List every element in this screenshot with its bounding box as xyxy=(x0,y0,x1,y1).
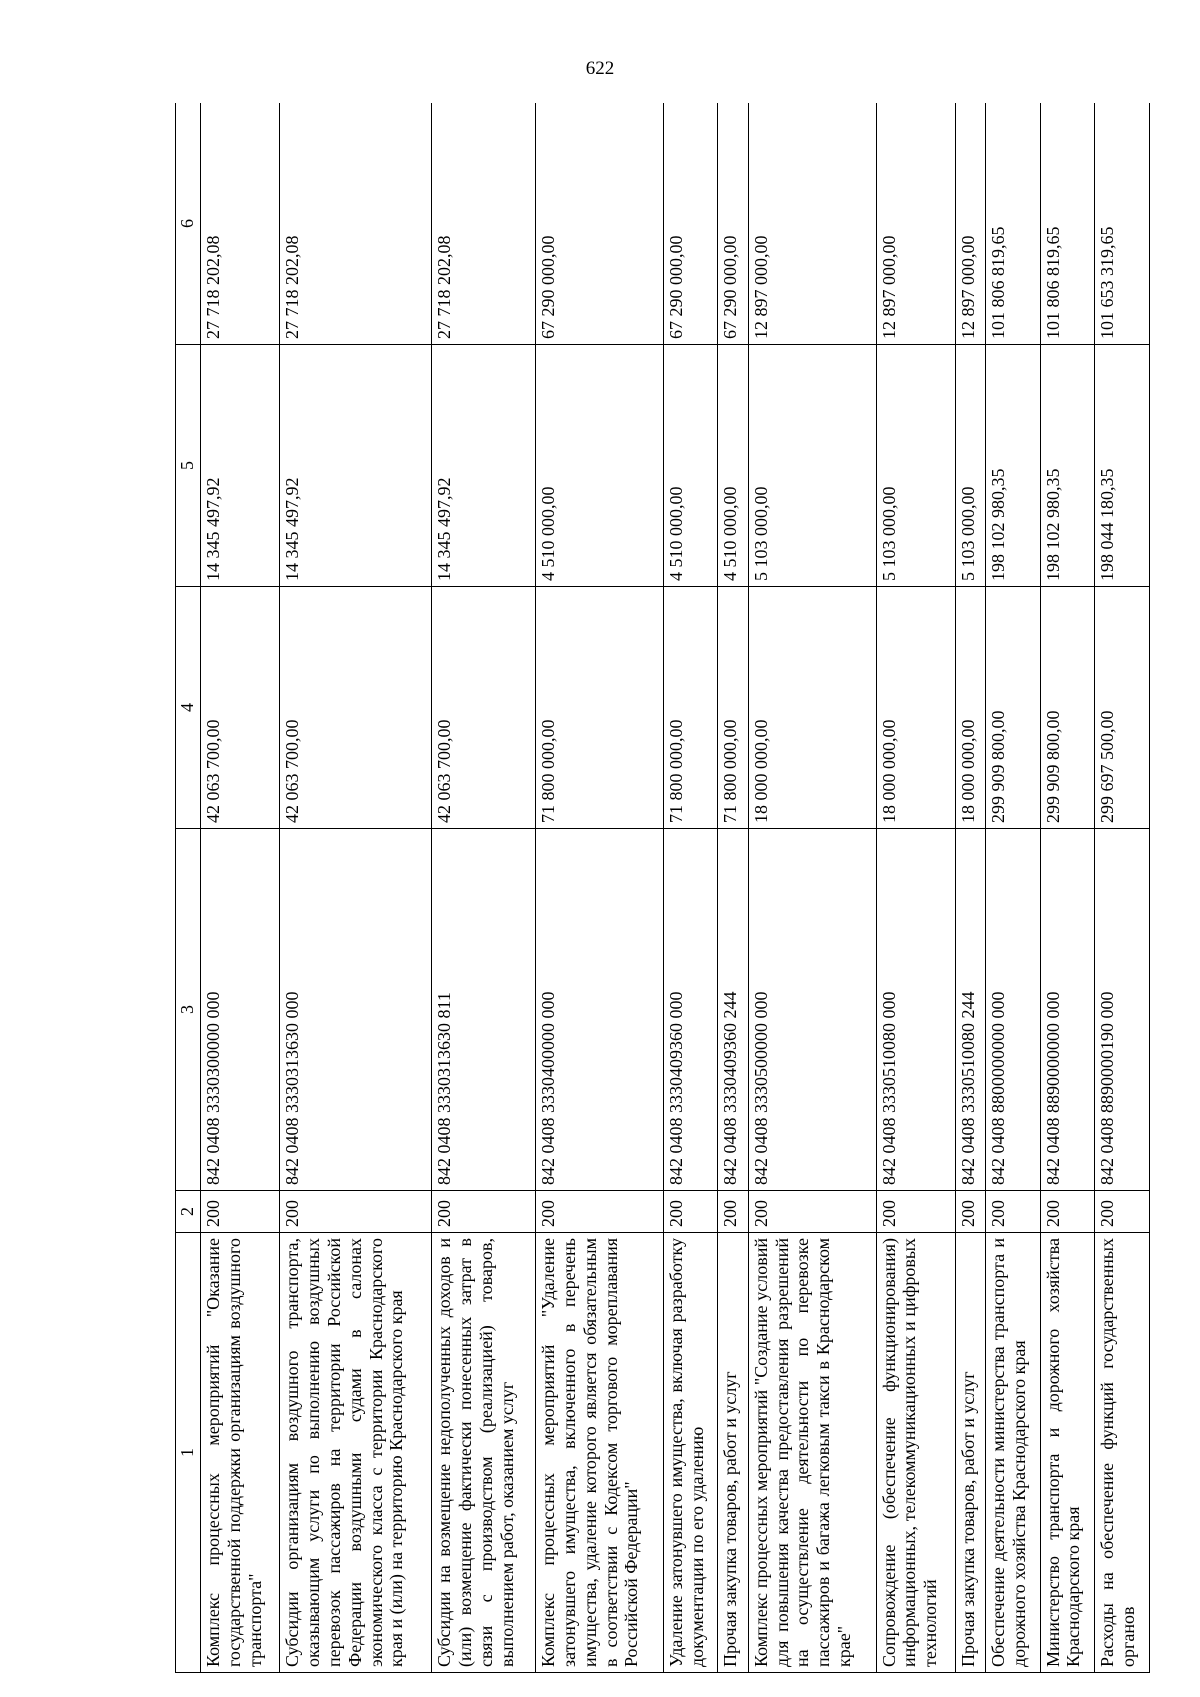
table-row xyxy=(201,103,280,1673)
table-cell-v5: 14 345 497,92 xyxy=(280,345,432,587)
table-row xyxy=(663,103,718,1673)
table-cell-v4: 299 909 800,00 xyxy=(985,587,1040,829)
rotated-table-container xyxy=(175,103,1150,1673)
table-cell-code: 842 0408 8890000190 000 xyxy=(1095,829,1150,1191)
table-cell-code: 842 0408 3330510080 244 xyxy=(955,829,985,1191)
table-cell-v4: 18 000 000,00 xyxy=(748,587,876,829)
page-number: 622 xyxy=(585,58,615,79)
table-cell-name: Субсидии организациям воздушного транспорта, оказывающим услуги по выполнению воздушных перевозок пассажиров на территории Российской Федерации воздушными судами в салонах экономического класса с территории Краснодарского края и (или) на территорию Краснодарского края xyxy=(280,1233,432,1673)
table-row xyxy=(280,103,432,1673)
table-cell-v4: 18 000 000,00 xyxy=(955,587,985,829)
table-cell-v6: 67 290 000,00 xyxy=(718,103,748,345)
table-cell-v4: 42 063 700,00 xyxy=(432,587,535,829)
table-cell-c2: 200 xyxy=(535,1191,663,1233)
table-cell-v6: 101 806 819,65 xyxy=(1040,103,1095,345)
table-row xyxy=(1040,103,1095,1673)
table-cell-v5: 14 345 497,92 xyxy=(201,345,280,587)
table-cell-v5: 4 510 000,00 xyxy=(663,345,718,587)
table-cell-v4: 299 909 800,00 xyxy=(1040,587,1095,829)
table-cell-v4: 42 063 700,00 xyxy=(280,587,432,829)
column-header: 4 xyxy=(176,587,201,829)
table-row xyxy=(718,103,748,1673)
table-cell-v6: 12 897 000,00 xyxy=(876,103,955,345)
table-cell-v4: 71 800 000,00 xyxy=(718,587,748,829)
table-cell-c2: 200 xyxy=(876,1191,955,1233)
table-cell-v6: 27 718 202,08 xyxy=(201,103,280,345)
table-cell-name: Прочая закупка товаров, работ и услуг xyxy=(718,1233,748,1673)
budget-table xyxy=(175,103,1150,1673)
table-cell-c2: 200 xyxy=(432,1191,535,1233)
table-cell-code: 842 0408 3330409360 000 xyxy=(663,829,718,1191)
table-cell-code: 842 0408 3330510080 000 xyxy=(876,829,955,1191)
table-rotation-frame xyxy=(175,103,1150,1673)
table-row xyxy=(748,103,876,1673)
table-cell-c2: 200 xyxy=(280,1191,432,1233)
table-cell-v6: 101 806 819,65 xyxy=(985,103,1040,345)
table-cell-name: Субсидии на возмещение недополученных доходов и (или) возмещение фактически понесенных затрат в связи с производством (реализацией) товаров, выполнением работ, оказанием услуг xyxy=(432,1233,535,1673)
table-cell-c2: 200 xyxy=(1040,1191,1095,1233)
column-header: 2 xyxy=(176,1191,201,1233)
table-cell-code: 842 0408 3330409360 244 xyxy=(718,829,748,1191)
table-cell-v5: 198 044 180,35 xyxy=(1095,345,1150,587)
table-row xyxy=(955,103,985,1673)
table-cell-v5: 5 103 000,00 xyxy=(748,345,876,587)
table-cell-v4: 18 000 000,00 xyxy=(876,587,955,829)
table-cell-name: Комплекс процессных мероприятий "Создание условий для повышения качества предоставления разрешений на осуществление деятельности по перевозке пассажиров и багажа легковым такси в Краснодарском крае" xyxy=(748,1233,876,1673)
table-cell-c2: 200 xyxy=(663,1191,718,1233)
table-cell-v6: 12 897 000,00 xyxy=(748,103,876,345)
table-cell-name: Удаление затонувшего имущества, включая разработку документации по его удалению xyxy=(663,1233,718,1673)
table-cell-v5: 14 345 497,92 xyxy=(432,345,535,587)
table-row xyxy=(876,103,955,1673)
table-cell-code: 842 0408 3330300000 000 xyxy=(201,829,280,1191)
table-cell-name: Комплекс процессных мероприятий "Оказание государственной поддержки организациям воздушного транспорта" xyxy=(201,1233,280,1673)
table-cell-code: 842 0408 3330313630 811 xyxy=(432,829,535,1191)
table-cell-v6: 27 718 202,08 xyxy=(432,103,535,345)
table-cell-v6: 67 290 000,00 xyxy=(663,103,718,345)
table-cell-name: Сопровождение (обеспечение функционирования) информационных, телекоммуникационных и цифровых технологий xyxy=(876,1233,955,1673)
table-cell-v4: 71 800 000,00 xyxy=(663,587,718,829)
table-cell-v5: 198 102 980,35 xyxy=(1040,345,1095,587)
table-row xyxy=(1095,103,1150,1673)
table-cell-v4: 42 063 700,00 xyxy=(201,587,280,829)
table-cell-v5: 5 103 000,00 xyxy=(876,345,955,587)
table-row xyxy=(985,103,1040,1673)
table-cell-v5: 4 510 000,00 xyxy=(535,345,663,587)
column-header: 6 xyxy=(176,103,201,345)
table-cell-c2: 200 xyxy=(748,1191,876,1233)
table-cell-v6: 12 897 000,00 xyxy=(955,103,985,345)
table-cell-c2: 200 xyxy=(985,1191,1040,1233)
table-cell-c2: 200 xyxy=(955,1191,985,1233)
table-cell-name: Обеспечение деятельности министерства транспорта и дорожного хозяйства Краснодарского края xyxy=(985,1233,1040,1673)
table-cell-c2: 200 xyxy=(718,1191,748,1233)
table-cell-v4: 299 697 500,00 xyxy=(1095,587,1150,829)
table-cell-code: 842 0408 8800000000 000 xyxy=(985,829,1040,1191)
table-cell-v5: 198 102 980,35 xyxy=(985,345,1040,587)
table-cell-v6: 67 290 000,00 xyxy=(535,103,663,345)
table-cell-code: 842 0408 3330400000 000 xyxy=(535,829,663,1191)
table-cell-c2: 200 xyxy=(201,1191,280,1233)
table-cell-name: Расходы на обеспечение функций государственных органов xyxy=(1095,1233,1150,1673)
table-cell-v4: 71 800 000,00 xyxy=(535,587,663,829)
table-cell-code: 842 0408 8890000000 000 xyxy=(1040,829,1095,1191)
table-cell-code: 842 0408 3330500000 000 xyxy=(748,829,876,1191)
column-header: 1 xyxy=(176,1233,201,1673)
table-cell-name: Министерство транспорта и дорожного хозяйства Краснодарского края xyxy=(1040,1233,1095,1673)
table-cell-name: Комплекс процессных мероприятий "Удаление затонувшего имущества, включенного в перечень имущества, удаление которого является обязательным в соответствии с Кодексом торгового мореплавания Российской Федерации" xyxy=(535,1233,663,1673)
table-body xyxy=(201,103,1150,1673)
table-cell-v6: 101 653 319,65 xyxy=(1095,103,1150,345)
table-row xyxy=(432,103,535,1673)
table-cell-name: Прочая закупка товаров, работ и услуг xyxy=(955,1233,985,1673)
table-cell-v5: 4 510 000,00 xyxy=(718,345,748,587)
table-cell-v6: 27 718 202,08 xyxy=(280,103,432,345)
header-row xyxy=(176,103,201,1673)
column-header: 3 xyxy=(176,829,201,1191)
table-cell-c2: 200 xyxy=(1095,1191,1150,1233)
table-cell-code: 842 0408 3330313630 000 xyxy=(280,829,432,1191)
column-header: 5 xyxy=(176,345,201,587)
table-cell-v5: 5 103 000,00 xyxy=(955,345,985,587)
table-row xyxy=(535,103,663,1673)
